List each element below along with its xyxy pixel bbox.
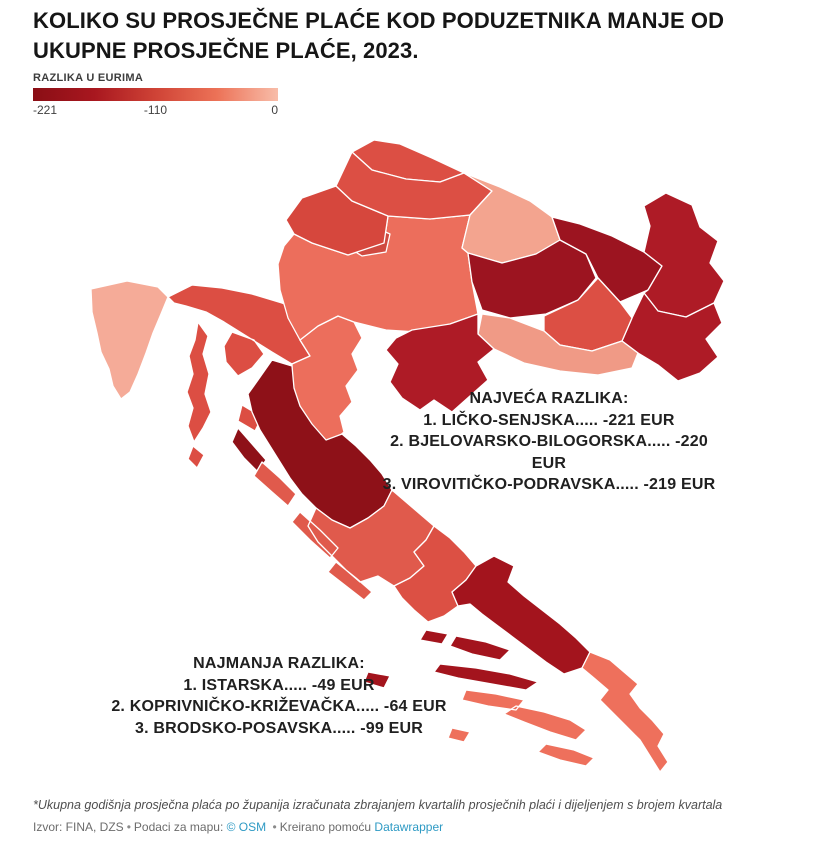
legend-tick-min: -221 [33,103,58,117]
footnote: *Ukupna godišnja prosječna plaća po županija izračunata zbrajanjem kvartalih prosječnih plaći i dijeljenjem s brojem kvartala [33,798,723,812]
datawrapper-link[interactable]: Datawrapper [374,820,444,834]
legend-label: RAZLIKA U EURIMA [33,72,144,84]
map-data-label: Podaci za mapu: [133,820,224,834]
source-line: Izvor: FINA, DZS • Podaci za mapu: © OSM • Kreirano pomoću Datawrapper [33,820,444,834]
annotation-largest-item: 1. LIČKO-SENJSKA..... -221 EUR [423,411,675,429]
annotation-smallest-item: 3. BRODSKO-POSAVSKA..... -99 EUR [135,719,423,737]
legend-gradient-bar [33,88,278,101]
legend-tick-mid: -110 [143,103,168,117]
region-osjecko-baranjska[interactable] [644,193,724,317]
annotation-largest-difference [378,388,720,496]
annotation-smallest-heading: NAJMANJA RAZLIKA: [193,655,365,672]
annotation-largest-item: 2. BJELOVARSKO-BILOGORSKA..... -220 EUR [390,433,708,472]
annotation-smallest-item: 2. KOPRIVNIČKO-KRIŽEVAČKA..... -64 EUR [111,698,447,715]
osm-link[interactable]: © OSM [226,820,267,834]
legend-tick-max: 0 [271,103,278,117]
created-label: Kreirano pomoću [279,820,372,834]
source-text: Izvor: FINA, DZS [33,820,124,834]
annotation-largest-item: 3. VIROVITIČKO-PODRAVSKA..... -219 EUR [382,476,716,493]
annotation-largest-heading: NAJVEĆA RAZLIKA: [469,390,629,407]
page-title: KOLIKO SU PROSJEČNE PLAĆE KOD PODUZETNIKA MANJE OD UKUPNE PROSJEČNE PLAĆE, 2023. [33,8,725,63]
region-istarska[interactable] [91,281,168,399]
annotation-smallest-difference [110,653,448,739]
legend-ticks [33,103,278,117]
color-legend [33,72,278,117]
annotation-smallest-item: 1. ISTARSKA..... -49 EUR [183,676,375,694]
